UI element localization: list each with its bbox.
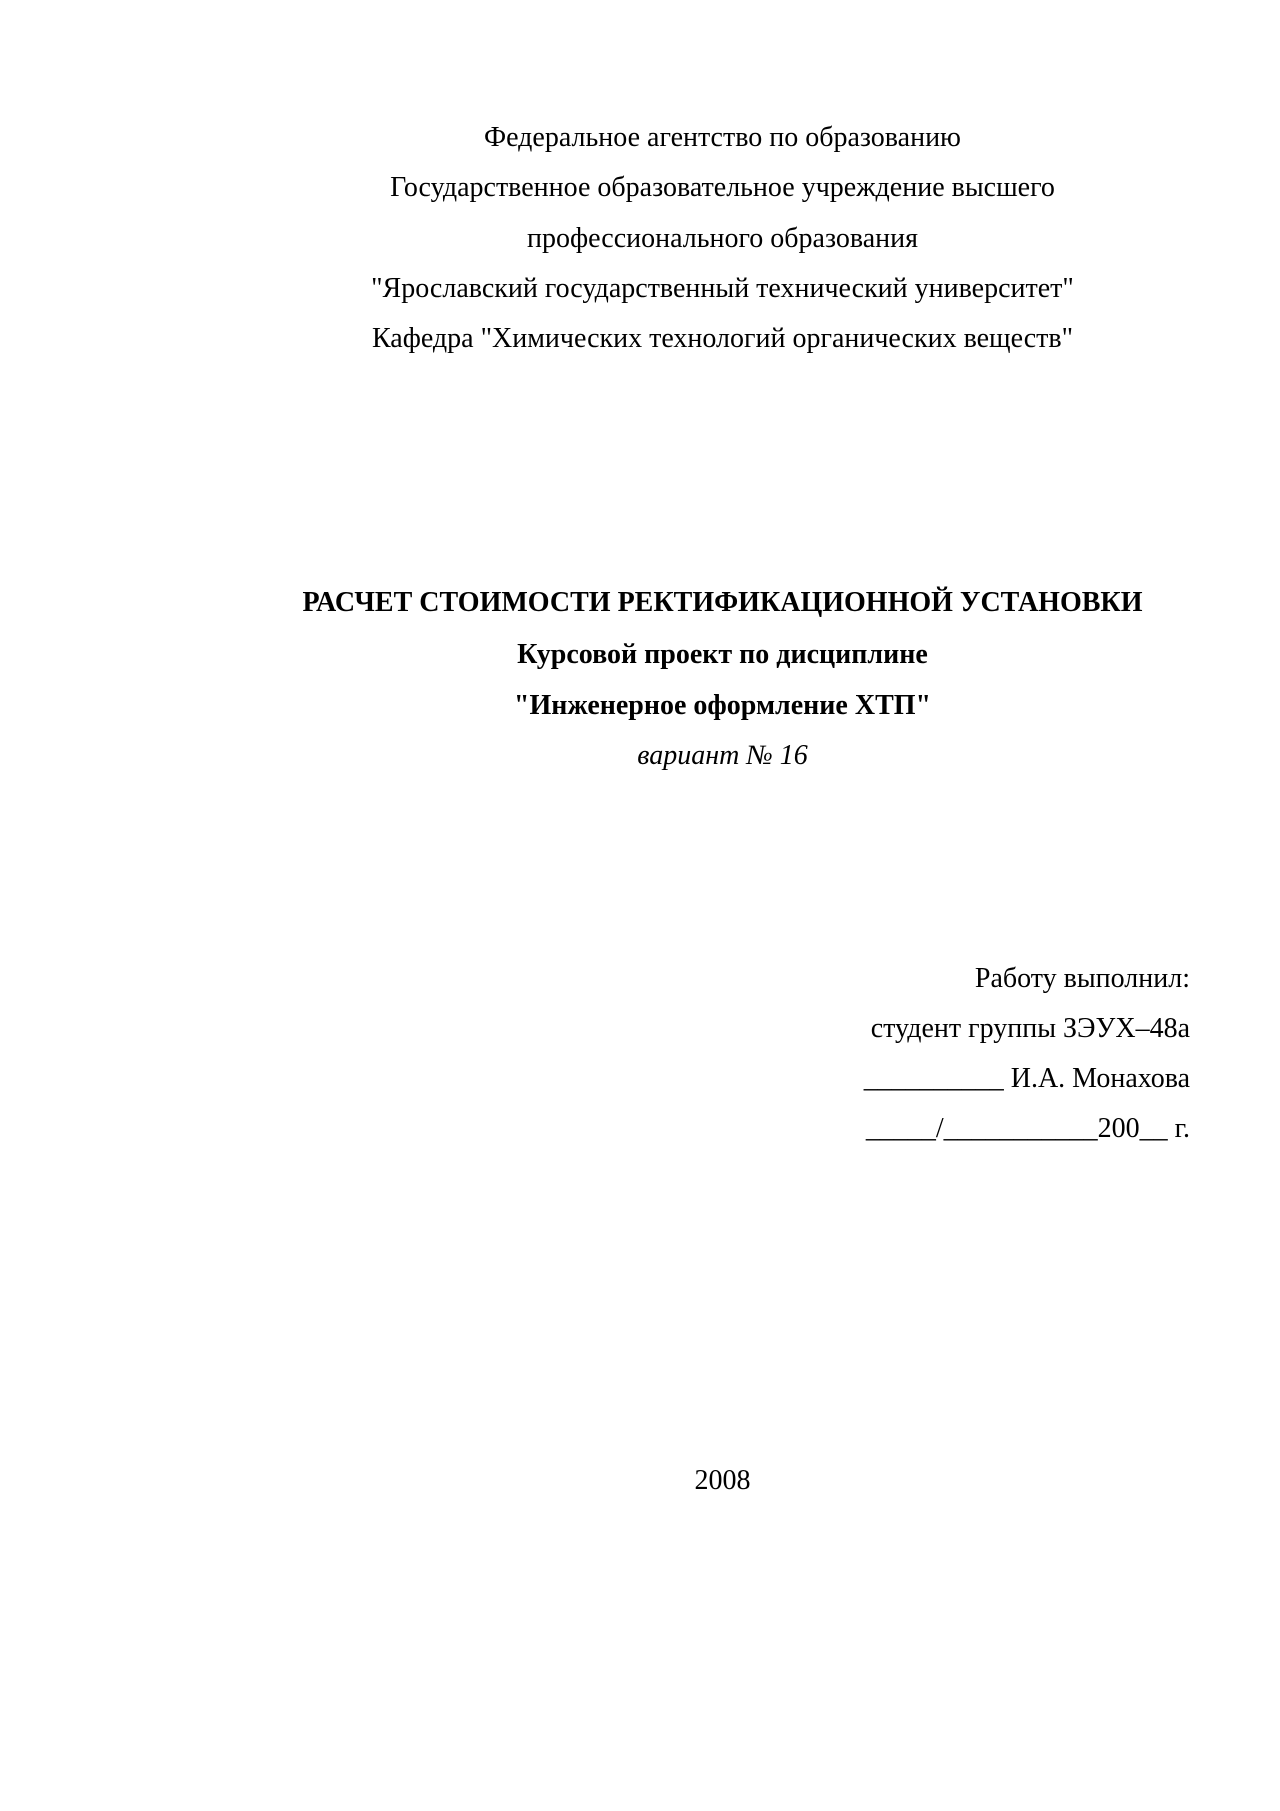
document-year: 2008: [694, 1465, 751, 1496]
department-name: Кафедра "Химических технологий органических веществ": [371, 323, 1074, 354]
discipline-name: "Инженерное оформление ХТП": [513, 690, 932, 721]
institution-line-1: Государственное образовательное учреждение высшего: [390, 172, 1055, 203]
student-group: студент группы ЗЭУХ–48а: [870, 1013, 1190, 1044]
agency-line: Федеральное агентство по образованию: [484, 122, 961, 153]
university-name: "Ярославский государственный технический университет": [371, 273, 1074, 304]
document-subtitle: Курсовой проект по дисциплине: [517, 639, 928, 670]
institution-line-2: профессионального образования: [527, 223, 918, 254]
date-line: _____/___________200__ г.: [865, 1113, 1190, 1144]
variant-number: вариант № 16: [637, 740, 808, 771]
performed-by-label: Работу выполнил:: [974, 963, 1190, 994]
document-title: РАСЧЕТ СТОИМОСТИ РЕКТИФИКАЦИОННОЙ УСТАНОВКИ: [302, 587, 1143, 618]
student-signature-name: __________ И.А. Монахова: [863, 1063, 1190, 1094]
